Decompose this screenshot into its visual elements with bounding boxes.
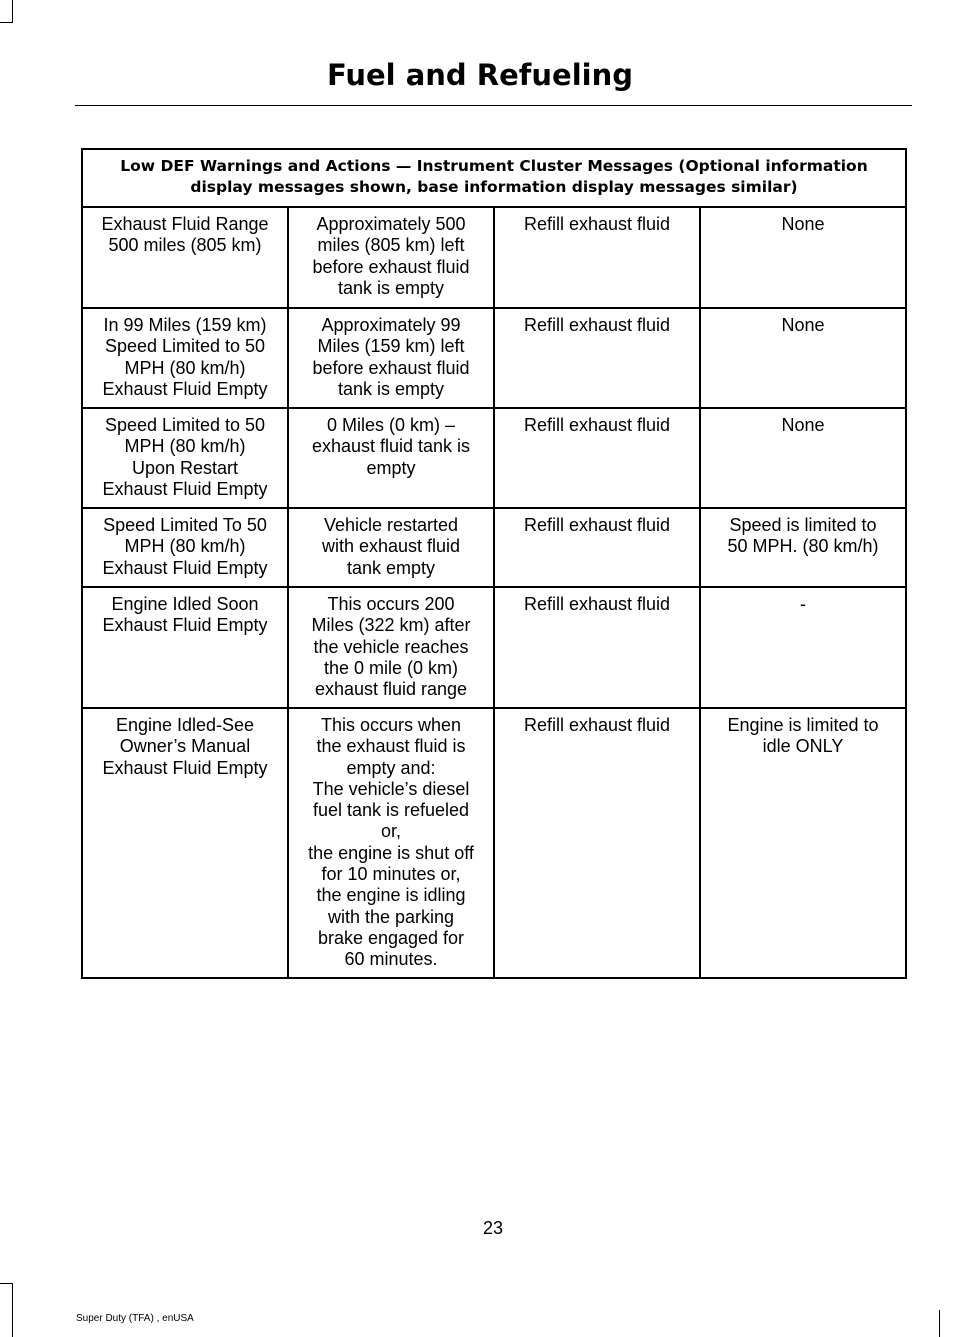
action-text: Refill exhaust fluid: [523, 515, 671, 535]
table-row: [82, 508, 906, 587]
table-header-row: [82, 149, 906, 207]
page-number: 23: [482, 1218, 504, 1238]
message-text: Speed Limited to 50 MPH (80 km/h) Upon Restart Exhaust Fluid Empty: [102, 415, 268, 499]
description-cell: [288, 587, 494, 708]
restriction-text: None: [781, 214, 825, 234]
table-row: [82, 308, 906, 408]
crop-mark-bottom-left-vertical: [12, 1283, 13, 1337]
message-text: Exhaust Fluid Range 500 miles (805 km): [101, 214, 269, 256]
page-title: Fuel and Refueling: [326, 58, 633, 92]
restriction-cell: [700, 587, 906, 708]
description-cell: [288, 207, 494, 308]
action-cell: [494, 708, 700, 978]
description-text: 0 Miles (0 km) – exhaust fluid tank is empty: [311, 415, 471, 478]
restriction-text: None: [781, 415, 825, 435]
table-row: [82, 587, 906, 708]
description-text: Approximately 500 miles (805 km) left before exhaust fluid tank is empty: [312, 214, 470, 298]
restriction-cell: [700, 207, 906, 308]
restriction-cell: [700, 708, 906, 978]
message-cell: [82, 508, 288, 587]
action-cell: [494, 308, 700, 408]
crop-mark-bottom-right-vertical: [939, 1310, 940, 1337]
action-text: Refill exhaust fluid: [523, 315, 671, 335]
action-cell: [494, 587, 700, 708]
message-cell: [82, 408, 288, 508]
action-text: Refill exhaust fluid: [523, 594, 671, 614]
table-row: [82, 708, 906, 978]
message-cell: [82, 587, 288, 708]
header-divider: [75, 105, 912, 106]
document-label: Super Duty (TFA) , enUSA: [76, 1313, 194, 1324]
description-cell: [288, 408, 494, 508]
action-text: Refill exhaust fluid: [523, 415, 671, 435]
description-cell: [288, 308, 494, 408]
restriction-text: None: [781, 315, 825, 335]
message-text: In 99 Miles (159 km) Speed Limited to 50 MPH (80 km/h) Exhaust Fluid Empty: [102, 315, 268, 399]
message-cell: [82, 308, 288, 408]
restriction-cell: [700, 308, 906, 408]
action-cell: [494, 207, 700, 308]
restriction-cell: [700, 508, 906, 587]
restriction-cell: [700, 408, 906, 508]
table-caption: Low DEF Warnings and Actions — Instrument Cluster Messages (Optional information display messages shown, base information display messages similar): [82, 149, 906, 207]
crop-mark-bottom-left-horizontal: [0, 1283, 13, 1284]
message-cell: [82, 708, 288, 978]
crop-mark-top-left-horizontal: [0, 22, 13, 23]
restriction-text: Engine is limited to idle ONLY: [727, 715, 879, 757]
description-cell: [288, 708, 494, 978]
action-cell: [494, 508, 700, 587]
action-cell: [494, 408, 700, 508]
restriction-text: Speed is limited to 50 MPH. (80 km/h): [727, 515, 879, 557]
action-text: Refill exhaust fluid: [523, 715, 671, 735]
message-text: Speed Limited To 50 MPH (80 km/h) Exhaust Fluid Empty: [102, 515, 268, 578]
restriction-text: -: [800, 594, 806, 614]
description-text: Approximately 99 Miles (159 km) left before exhaust fluid tank is empty: [312, 315, 470, 399]
message-cell: [82, 207, 288, 308]
low-def-warnings-table: [81, 148, 907, 979]
action-text: Refill exhaust fluid: [523, 214, 671, 234]
description-text: This occurs 200 Miles (322 km) after the vehicle reaches the 0 mile (0 km) exhaust fluid range: [311, 594, 471, 700]
table-row: [82, 408, 906, 508]
message-text: Engine Idled-See Owner’s Manual Exhaust Fluid Empty: [102, 715, 268, 778]
description-cell: [288, 508, 494, 587]
description-text: Vehicle restarted with exhaust fluid tank empty: [321, 515, 461, 578]
table-row: [82, 207, 906, 308]
message-text: Engine Idled Soon Exhaust Fluid Empty: [102, 594, 268, 636]
crop-mark-top-left-vertical: [12, 0, 13, 22]
description-text: This occurs when the exhaust fluid is empty and: The vehicle’s diesel fuel tank is refueled or, the engine is shut off for 10 minutes or, the engine is idling with the parking brake engaged for 60 minutes.: [308, 715, 474, 970]
